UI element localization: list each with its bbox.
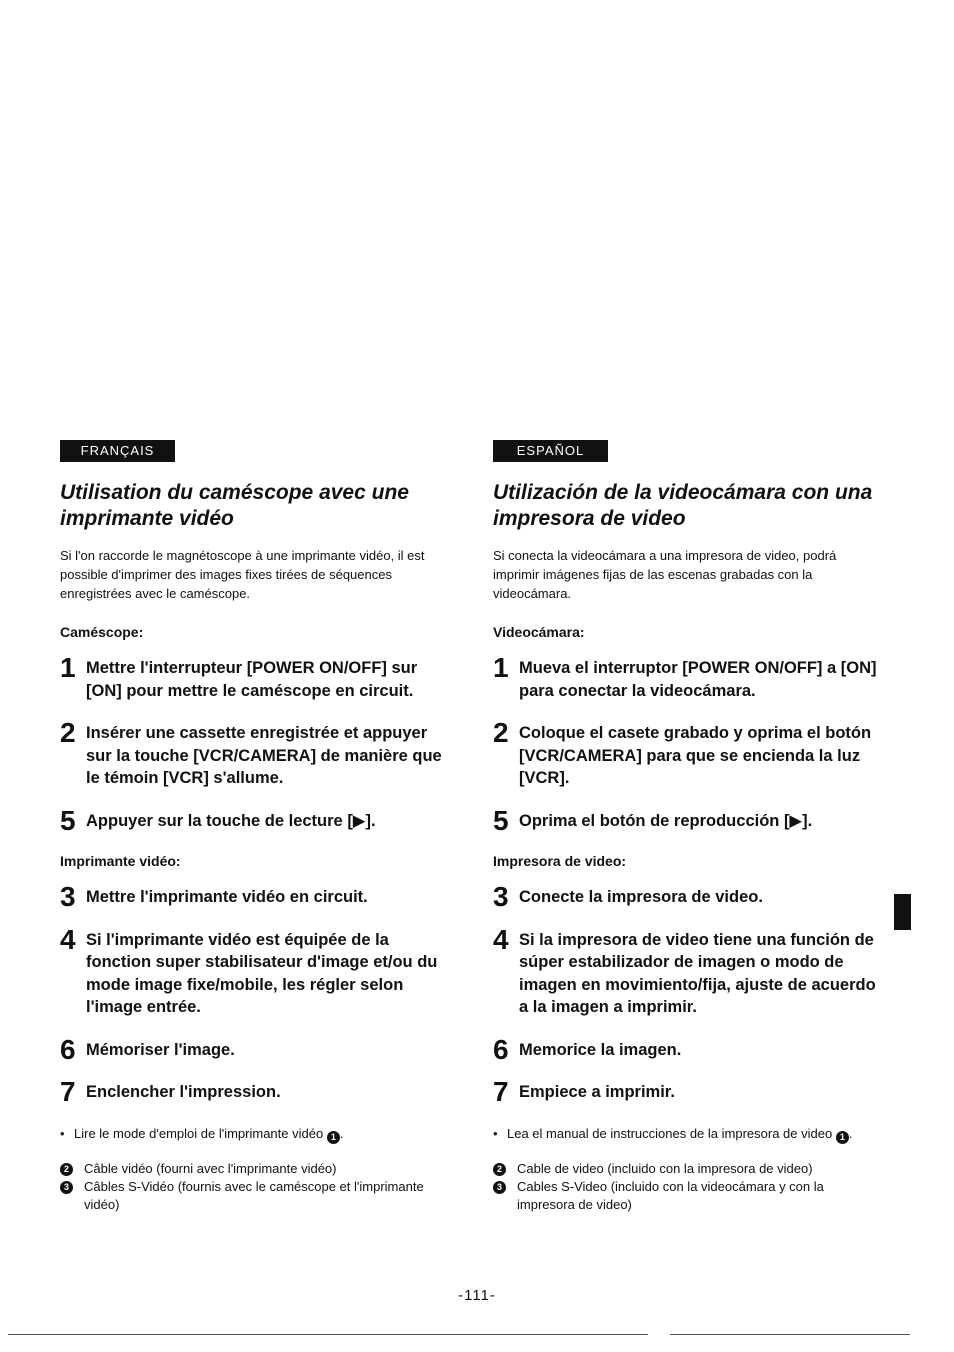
note-text: Lea el manual de instrucciones de la impresora de video bbox=[507, 1125, 833, 1141]
legend-item bbox=[493, 1160, 878, 1178]
intro-paragraph-spanish: Si conecta la videocámara a una impresora de video, podrá imprimir imágenes fijas de las escenas grabadas con la videocámara. bbox=[493, 548, 837, 601]
page-number: -111- bbox=[458, 1287, 496, 1304]
step-es-camera-1 bbox=[493, 652, 878, 702]
step-text: Mémoriser l'image. bbox=[86, 1040, 235, 1059]
step-number: 6 bbox=[493, 1033, 509, 1065]
step-text: Empiece a imprimir. bbox=[519, 1083, 675, 1101]
step-number: 3 bbox=[60, 881, 76, 912]
legend-text: Câble vidéo (fourni avec l'imprimante vidéo) bbox=[84, 1160, 337, 1176]
bullet-icon: • bbox=[60, 1125, 65, 1141]
step-fr-printer-7 bbox=[60, 1076, 445, 1107]
legend-french bbox=[60, 1160, 445, 1214]
step-text: Insérer une cassette enregistrée et appuyer sur la touche [VCR/CAMERA] de manière que le témoin [VCR] s'allume. bbox=[86, 724, 442, 787]
circled-number-icon: 3 bbox=[60, 1181, 73, 1194]
note-text: Lire le mode d'emploi de l'imprimante vidéo bbox=[74, 1125, 324, 1141]
circled-number-icon: 2 bbox=[60, 1163, 73, 1176]
note-spanish: • Lea el manual de instrucciones de la impresora de video 1 . bbox=[493, 1125, 853, 1142]
step-fr-camera-1 bbox=[60, 652, 445, 702]
step-es-printer-4 bbox=[493, 923, 878, 1019]
step-fr-printer-4 bbox=[60, 923, 445, 1019]
circled-number-icon: 1 bbox=[836, 1131, 849, 1144]
section-title-french: Utilisation du caméscope avec une imprimante vidéo bbox=[60, 481, 409, 530]
step-number: 7 bbox=[60, 1076, 76, 1107]
legend-text: Cable de video (incluido con la impresora de video) bbox=[517, 1160, 813, 1176]
step-text: Memorice la imagen. bbox=[519, 1040, 682, 1059]
note-french: • Lire le mode d'emploi de l'imprimante vidéo 1 . bbox=[60, 1125, 344, 1142]
circled-number-icon: 3 bbox=[493, 1181, 506, 1194]
step-text: Coloque el casete grabado y oprima el botón [VCR/CAMERA] para que se encienda la luz [VCR]. bbox=[519, 724, 872, 787]
step-number: 4 bbox=[60, 923, 76, 955]
step-es-camera-5 bbox=[493, 804, 878, 836]
step-text: Enclencher l'impression. bbox=[86, 1083, 281, 1101]
step-number: 5 bbox=[60, 804, 76, 836]
step-text: Si la impresora de video tiene una función de súper estabilizador de imagen o modo de imagen en movimiento/fija, ajuste de acuerdo a la imagen a imprimir. bbox=[519, 930, 876, 1016]
step-text: Si l'imprimante vidéo est équipée de la fonction super stabilisateur d'image et/ou du mode image fixe/mobile, les régler selon l'image entrée. bbox=[86, 930, 438, 1016]
step-number: 2 bbox=[493, 717, 509, 748]
legend-text: Câbles S-Vidéo (fournis avec le caméscope et l'imprimante vidéo) bbox=[84, 1178, 424, 1212]
step-fr-camera-2 bbox=[60, 717, 445, 790]
step-text: Mueva el interruptor [POWER ON/OFF] a [ON] para conectar la videocámara. bbox=[519, 659, 877, 700]
legend-text: Cables S-Video (incluido con la videocámara y con la impresora de video) bbox=[517, 1178, 824, 1212]
legend-item bbox=[60, 1160, 445, 1178]
bullet-icon: • bbox=[493, 1125, 498, 1141]
step-fr-printer-6 bbox=[60, 1033, 445, 1065]
section-edge-marker bbox=[894, 894, 911, 930]
subheading-camera-french: Caméscope: bbox=[60, 624, 144, 640]
step-number: 2 bbox=[60, 717, 76, 748]
step-text: Oprima el botón de reproducción [▶]. bbox=[519, 811, 813, 830]
step-number: 1 bbox=[493, 652, 509, 683]
french-column bbox=[60, 440, 445, 1214]
step-number: 5 bbox=[493, 804, 509, 836]
step-number: 6 bbox=[60, 1033, 76, 1065]
step-es-printer-6 bbox=[493, 1033, 878, 1065]
step-number: 3 bbox=[493, 881, 509, 912]
language-tab-spanish: ESPAÑOL bbox=[493, 440, 608, 462]
legend-spanish bbox=[493, 1160, 878, 1214]
step-text: Mettre l'interrupteur [POWER ON/OFF] sur [ON] pour mettre le caméscope en circuit. bbox=[86, 659, 418, 700]
section-title-spanish: Utilización de la videocámara con una impresora de video bbox=[493, 481, 873, 530]
subheading-printer-french: Imprimante vidéo: bbox=[60, 853, 181, 869]
circled-number-icon: 1 bbox=[327, 1131, 340, 1144]
step-es-printer-3 bbox=[493, 881, 878, 912]
step-es-camera-2 bbox=[493, 717, 878, 790]
step-number: 1 bbox=[60, 652, 76, 683]
spanish-column bbox=[493, 440, 878, 1214]
intro-paragraph-french: Si l'on raccorde le magnétoscope à une imprimante vidéo, il est possible d'imprimer des images fixes tirées de séquences enregistrées avec le caméscope. bbox=[60, 548, 425, 601]
step-number: 4 bbox=[493, 923, 509, 955]
step-fr-camera-5 bbox=[60, 804, 445, 836]
legend-item bbox=[493, 1178, 878, 1214]
bottom-rule-left bbox=[8, 1334, 648, 1335]
step-number: 7 bbox=[493, 1076, 509, 1107]
subheading-camera-spanish: Videocámara: bbox=[493, 624, 585, 640]
language-tab-french: FRANÇAIS bbox=[60, 440, 175, 462]
step-es-printer-7 bbox=[493, 1076, 878, 1107]
step-text: Conecte la impresora de video. bbox=[519, 888, 763, 906]
subheading-printer-spanish: Impresora de video: bbox=[493, 853, 627, 869]
bottom-rule-right bbox=[670, 1334, 910, 1335]
circled-number-icon: 2 bbox=[493, 1163, 506, 1176]
step-text: Appuyer sur la touche de lecture [▶]. bbox=[86, 811, 376, 830]
legend-item bbox=[60, 1178, 445, 1214]
step-fr-printer-3 bbox=[60, 881, 445, 912]
step-text: Mettre l'imprimante vidéo en circuit. bbox=[86, 888, 368, 906]
